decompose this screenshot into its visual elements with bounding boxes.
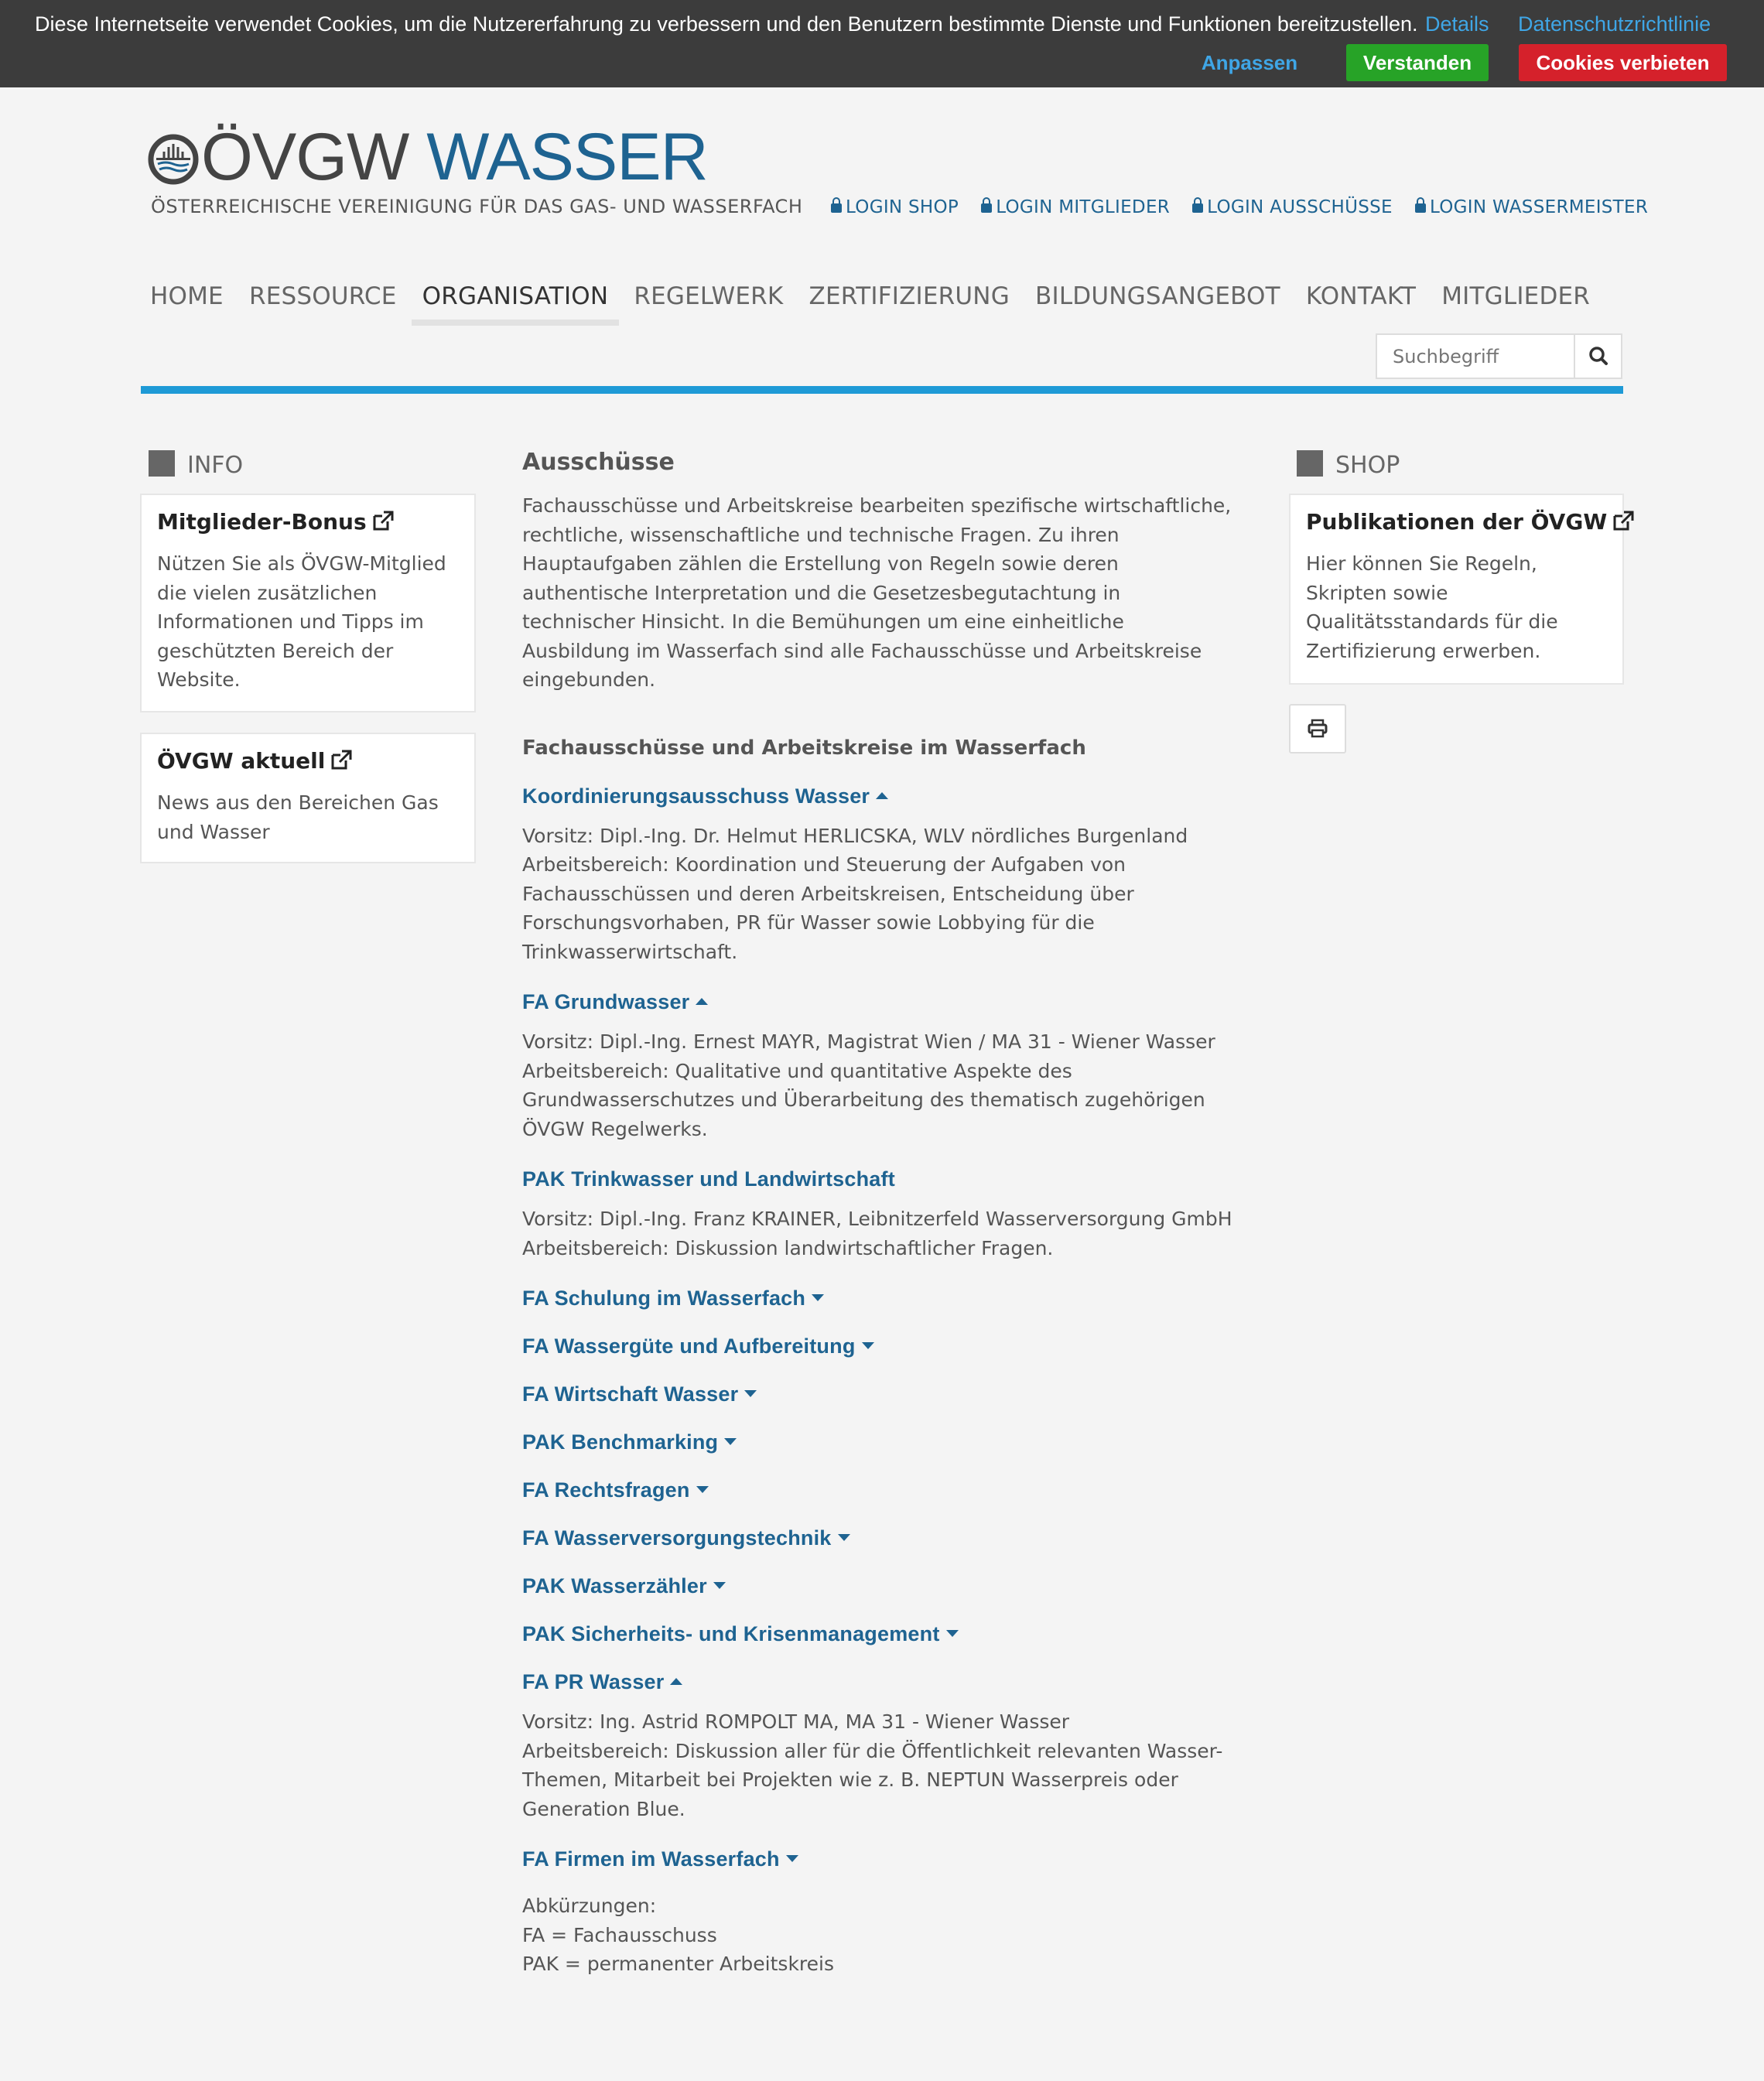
committee-item: [522, 1622, 1234, 1646]
committee-toggle[interactable]: [522, 1287, 1234, 1310]
ovgw-news-title-label: ÖVGW aktuell: [157, 748, 326, 774]
info-heading: [149, 450, 243, 479]
committee-details: [522, 1707, 1234, 1823]
search-input[interactable]: [1377, 335, 1572, 378]
lock-icon: [1415, 203, 1426, 213]
committee-chair: Vorsitz: Ing. Astrid ROMPOLT MA, MA 31 - Wiener Wasser: [522, 1710, 1070, 1733]
square-icon: [149, 450, 175, 477]
cookie-accept-button[interactable]: Verstanden: [1346, 44, 1489, 81]
cookie-deny-button[interactable]: Cookies verbieten: [1519, 44, 1727, 81]
login-committees-link[interactable]: [1192, 197, 1393, 217]
committee-toggle[interactable]: [522, 1622, 1234, 1646]
login-watermasters-link[interactable]: [1415, 197, 1648, 217]
committee-details: [522, 1205, 1234, 1263]
square-icon: [1297, 450, 1323, 477]
committee-item: [522, 1478, 1234, 1502]
nav-item-zertifizierung[interactable]: ZERTIFIZIERUNG: [808, 282, 1010, 310]
committee-toggle[interactable]: [522, 784, 1234, 808]
cookie-bar: [0, 0, 1764, 87]
member-bonus-text: Nützen Sie als ÖVGW-Mitglied die vielen zusätzlichen Informationen und Tipps im geschützten Bereich der Website.: [157, 552, 446, 691]
caret-up-icon: [670, 1678, 682, 1685]
committee-item: [522, 784, 1234, 967]
nav-item-ressource[interactable]: RESSOURCE: [248, 282, 397, 310]
committee-toggle[interactable]: [522, 1167, 1234, 1191]
committee-details: [522, 822, 1234, 967]
search-button[interactable]: [1574, 335, 1622, 378]
committee-title: PAK Sicherheits- und Krisenmanagement: [522, 1622, 940, 1645]
search-icon: [1575, 335, 1622, 378]
committee-title: FA Wassergüte und Aufbereitung: [522, 1334, 856, 1358]
committee-title: FA Grundwasser: [522, 990, 690, 1013]
nav-divider-bar: [141, 386, 1623, 394]
committee-title: FA Rechtsfragen: [522, 1478, 690, 1502]
committee-chair: Vorsitz: Dipl.-Ing. Ernest MAYR, Magistrat Wien / MA 31 - Wiener Wasser: [522, 1030, 1215, 1053]
lock-icon: [1192, 203, 1203, 213]
external-link-icon: [330, 749, 353, 776]
lock-icon: [981, 203, 992, 213]
caret-down-icon: [838, 1534, 850, 1541]
caret-down-icon: [696, 1486, 709, 1493]
committee-toggle[interactable]: [522, 1382, 1234, 1406]
abbreviations: [522, 1891, 1234, 1979]
caret-down-icon: [744, 1390, 757, 1397]
committee-title: PAK Trinkwasser und Landwirtschaft: [522, 1167, 895, 1191]
abbreviations-heading: Abkürzungen:: [522, 1895, 657, 1917]
login-links: [831, 197, 1648, 217]
abbreviation-item: FA = Fachausschuss: [522, 1923, 717, 1946]
committee-title: FA Schulung im Wasserfach: [522, 1287, 806, 1310]
committee-toggle[interactable]: [522, 1574, 1234, 1598]
caret-down-icon: [724, 1438, 737, 1445]
external-link-icon: [1612, 510, 1635, 537]
login-watermasters-label: LOGIN WASSERMEISTER: [1429, 197, 1649, 217]
committee-title: PAK Benchmarking: [522, 1430, 719, 1454]
committees-subheading: Fachausschüsse und Arbeitskreise im Wasserfach: [522, 736, 1086, 760]
committee-scope: Arbeitsbereich: Diskussion landwirtschaftlicher Fragen.: [522, 1236, 1054, 1259]
caret-up-icon: [876, 792, 888, 799]
login-members-link[interactable]: [981, 197, 1170, 217]
nav-item-regelwerk[interactable]: REGELWERK: [634, 282, 784, 310]
committee-toggle[interactable]: [522, 1478, 1234, 1502]
member-bonus-title[interactable]: [157, 509, 459, 537]
committee-toggle[interactable]: [522, 990, 1234, 1014]
committee-item: [522, 1670, 1234, 1823]
intro-text: Fachausschüsse und Arbeitskreise bearbeiten spezifische wirtschaftliche, rechtliche, wissenschaftliche und technische Fragen. Zu ihren Hauptaufgaben zählen die Erstellung von Regeln sowie deren authentische Interpretation und die Gesetzesbegutachtung in technischer Hinsicht. In die Bemühungen um eine einheitliche Ausbildung im Wasserfach sind alle Fachausschüsse und Arbeitskreise eingebunden.: [522, 494, 1232, 691]
caret-down-icon: [812, 1294, 824, 1301]
ovgw-news-text: News aus den Bereichen Gas und Wasser: [157, 791, 439, 843]
ovgw-news-card[interactable]: [140, 733, 476, 863]
login-shop-label: LOGIN SHOP: [846, 197, 959, 217]
committee-title: FA Wirtschaft Wasser: [522, 1382, 739, 1406]
abbreviation-item: PAK = permanenter Arbeitskreis: [522, 1953, 835, 1975]
nav-item-mitglieder[interactable]: MITGLIEDER: [1441, 282, 1591, 310]
logo-prefix: ÖVGW: [201, 120, 409, 194]
committee-item: [522, 1847, 1234, 1871]
committee-title: Koordinierungsausschuss Wasser: [522, 784, 870, 808]
publications-title-label: Publikationen der ÖVGW: [1306, 509, 1608, 535]
main-content: [522, 449, 1234, 1979]
committee-toggle[interactable]: [522, 1430, 1234, 1454]
nav-item-bildungsangebot[interactable]: BILDUNGSANGEBOT: [1035, 282, 1280, 310]
committee-toggle[interactable]: [522, 1670, 1234, 1694]
committee-scope: Arbeitsbereich: Qualitative und quantitative Aspekte des Grundwasserschutzes und Überarbeitung des thematisch zugehörigen ÖVGW Regelwerks.: [522, 1059, 1205, 1140]
shop-heading: [1297, 450, 1400, 479]
info-heading-label: INFO: [187, 452, 244, 479]
publications-title[interactable]: [1306, 509, 1607, 537]
main-nav: [139, 275, 1601, 326]
ovgw-news-title[interactable]: [157, 748, 459, 776]
site-tagline: ÖSTERREICHISCHE VEREINIGUNG FÜR DAS GAS- UND WASSERFACH: [151, 196, 803, 217]
logo-wordmark: [201, 122, 708, 192]
committee-item: [522, 1167, 1234, 1263]
search-box: [1376, 333, 1622, 379]
committee-title: FA Firmen im Wasserfach: [522, 1847, 780, 1871]
caret-down-icon: [946, 1630, 959, 1637]
committee-toggle[interactable]: [522, 1526, 1234, 1550]
external-link-icon: [371, 510, 395, 537]
member-bonus-card[interactable]: [140, 494, 476, 712]
committee-item: [522, 1287, 1234, 1310]
cookie-details-link[interactable]: Details: [1425, 12, 1489, 36]
cookie-notice-text: Diese Internetseite verwendet Cookies, um die Nutzererfahrung zu verbessern und den Benutzern bestimmte Dienste und Funktionen bereitzustellen.: [35, 12, 1418, 36]
cookie-customize-button[interactable]: Anpassen: [1201, 51, 1298, 74]
logo-emblem-icon: [147, 133, 200, 186]
caret-down-icon: [713, 1582, 726, 1589]
login-committees-label: LOGIN AUSSCHÜSSE: [1207, 197, 1393, 217]
caret-down-icon: [862, 1342, 874, 1349]
committee-chair: Vorsitz: Dipl.-Ing. Dr. Helmut HERLICSKA, WLV nördliches Burgenland: [522, 824, 1188, 847]
page-title: Ausschüsse: [522, 449, 675, 476]
committee-item: [522, 1526, 1234, 1550]
logo-suffix: WASSER: [426, 120, 708, 194]
committee-details: [522, 1027, 1234, 1143]
nav-item-organisation[interactable]: ORGANISATION: [412, 275, 620, 326]
print-button[interactable]: [1289, 704, 1346, 753]
committee-toggle[interactable]: [522, 1334, 1234, 1358]
committee-chair: Vorsitz: Dipl.-Ing. Franz KRAINER, Leibnitzerfeld Wasserversorgung GmbH: [522, 1208, 1232, 1230]
committee-title: PAK Wasserzähler: [522, 1574, 707, 1597]
committee-item: [522, 1334, 1234, 1358]
caret-up-icon: [696, 998, 708, 1005]
committee-item: [522, 1430, 1234, 1454]
login-shop-link[interactable]: [831, 197, 959, 217]
committee-item: [522, 1382, 1234, 1406]
publications-text: Hier können Sie Regeln, Skripten sowie Qualitätsstandards für die Zertifizierung erwerben.: [1306, 552, 1558, 662]
committee-item: [522, 1574, 1234, 1598]
committee-title: FA PR Wasser: [522, 1670, 665, 1693]
committee-scope: Arbeitsbereich: Diskussion aller für die Öffentlichkeit relevanten Wasser-Themen, Mitarbeit bei Projekten wie z. B. NEPTUN Wasserpreis oder Generation Blue.: [522, 1739, 1223, 1820]
nav-item-kontakt[interactable]: KONTAKT: [1305, 282, 1417, 310]
shop-heading-label: SHOP: [1335, 452, 1400, 479]
committee-item: [522, 990, 1234, 1143]
lock-icon: [831, 203, 842, 213]
caret-down-icon: [786, 1855, 798, 1862]
committee-scope: Arbeitsbereich: Koordination und Steuerung der Aufgaben von Fachausschüssen und deren Arbeitskreisen, Entscheidung über Forschungsvorhaben, PR für Wasser sowie Lobbying für die Trinkwasserwirtschaft.: [522, 853, 1134, 963]
site-logo[interactable]: [147, 120, 708, 194]
member-bonus-title-label: Mitglieder-Bonus: [157, 509, 367, 535]
publications-card[interactable]: [1289, 494, 1624, 685]
login-members-label: LOGIN MITGLIEDER: [996, 197, 1171, 217]
cookie-policy-link[interactable]: Datenschutzrichtlinie: [1518, 12, 1711, 36]
nav-item-home[interactable]: HOME: [150, 282, 224, 310]
print-icon: [1291, 706, 1345, 752]
committee-toggle[interactable]: [522, 1847, 1234, 1871]
committee-title: FA Wasserversorgungstechnik: [522, 1526, 832, 1550]
